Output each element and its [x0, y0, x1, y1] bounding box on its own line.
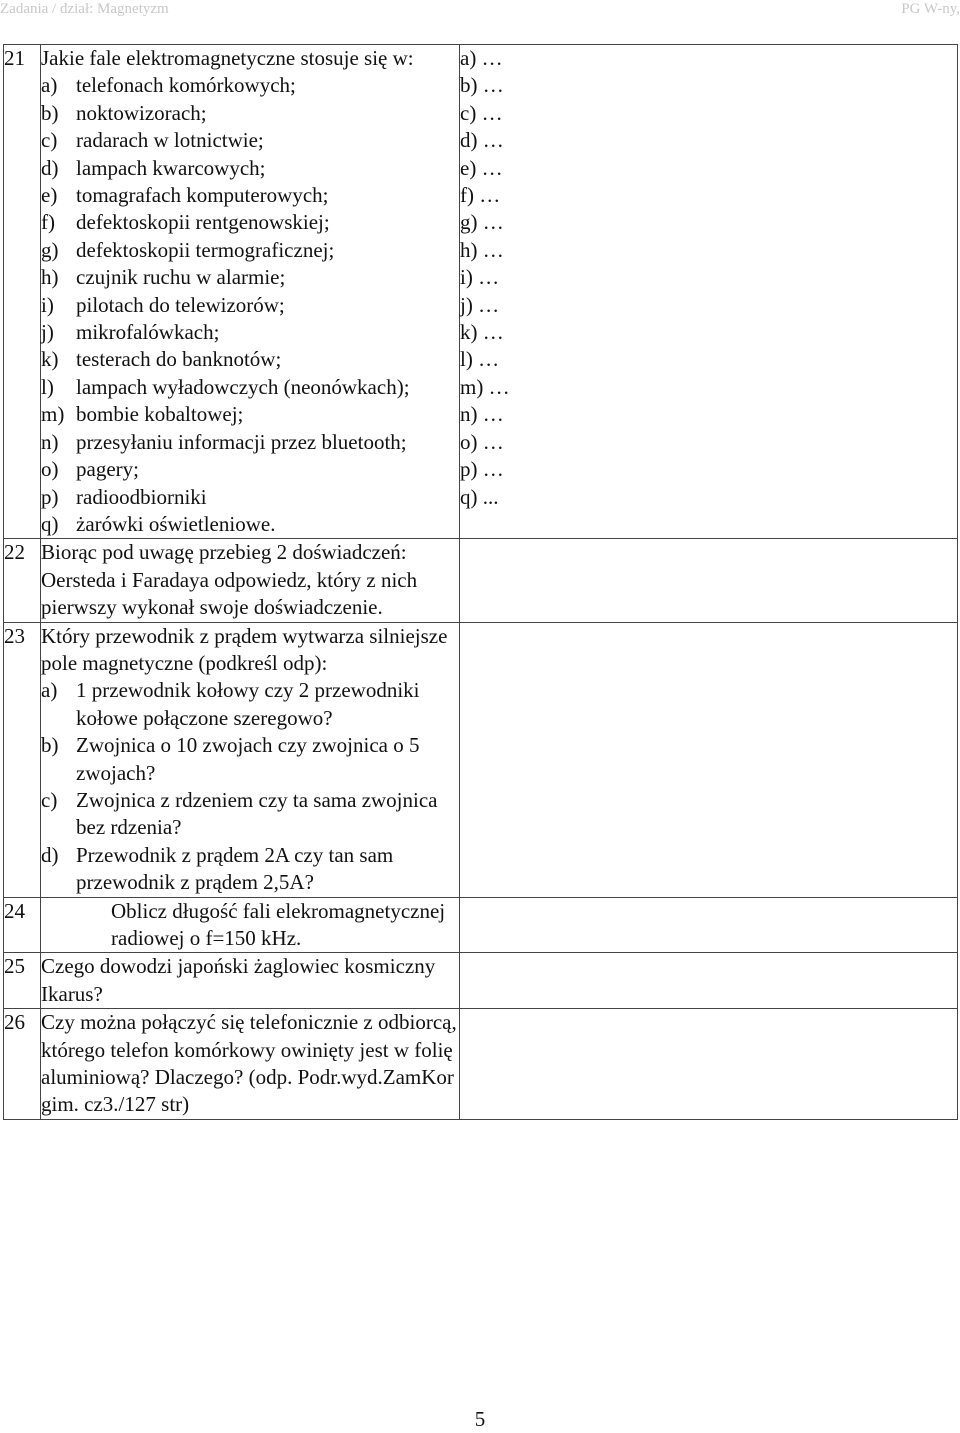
page-number: 5	[474, 1407, 486, 1431]
questions-table	[3, 44, 958, 1120]
answer-blank: i) …	[460, 265, 500, 290]
answer-blank: f) …	[460, 183, 501, 208]
option-item	[41, 292, 459, 319]
option-text: testerach do banknotów;	[76, 347, 282, 372]
option-text: radioodbiorniki	[76, 484, 207, 509]
question-number: 22	[4, 539, 41, 622]
question-text: Jakie fale elektromagnetyczne stosuje się w:	[41, 46, 414, 70]
option-text: Zwojnica o 10 zwojach czy zwojnica o 5 zwojach?	[76, 733, 420, 785]
question-row-23	[4, 622, 958, 897]
option-item	[41, 182, 459, 209]
answer-cell	[460, 45, 958, 539]
option-item	[41, 732, 459, 787]
header-left: Zadania / dział: Magnetyzm	[0, 1, 169, 17]
question-text-cell	[41, 45, 460, 539]
option-item	[41, 237, 459, 264]
option-item	[41, 401, 459, 428]
question-number: 26	[4, 1009, 41, 1120]
option-text: radarach w lotnictwie;	[76, 128, 264, 153]
option-item	[41, 456, 459, 483]
option-text: 1 przewodnik kołowy czy 2 przewodniki kołowe połączone szeregowo?	[76, 678, 420, 730]
option-text: defektoskopii termograficznej;	[76, 237, 335, 262]
option-label: c)	[41, 128, 58, 153]
header-right: PG W-ny,	[901, 1, 960, 17]
question-number: 25	[4, 953, 41, 1009]
answer-cell	[460, 1009, 958, 1120]
option-text: pagery;	[76, 457, 139, 482]
answer-blank: m) …	[460, 374, 510, 399]
answer-blank: p) …	[460, 457, 504, 482]
option-item	[41, 155, 459, 182]
option-text: przesyłaniu informacji przez bluetooth;	[76, 429, 407, 454]
option-label: k)	[41, 347, 59, 372]
question-number: 23	[4, 622, 41, 897]
option-text: bombie kobaltowej;	[76, 402, 244, 427]
option-text: czujnik ruchu w alarmie;	[76, 265, 286, 290]
answer-blank: j) …	[460, 292, 500, 317]
question-number: 24	[4, 897, 41, 953]
option-label: b)	[41, 733, 59, 758]
option-text: mikrofalówkach;	[76, 320, 220, 345]
option-label: q)	[41, 511, 59, 536]
question-row-25	[4, 953, 958, 1009]
option-item	[41, 127, 459, 154]
option-label: j)	[41, 320, 54, 345]
answer-blank: a) …	[460, 46, 503, 70]
question-text-cell	[41, 622, 460, 897]
option-label: h)	[41, 265, 59, 290]
question-text: Biorąc pod uwagę przebieg 2 doświadczeń: Oersteda i Faradaya odpowiedz, który z nich pierwszy wykonał swoje doświadczenie.	[41, 539, 460, 622]
option-list	[41, 677, 459, 896]
option-item	[41, 100, 459, 127]
option-list	[41, 72, 459, 538]
answer-cell	[460, 622, 958, 897]
question-text: Który przewodnik z prądem wytwarza silniejsze pole magnetyczne (podkreśl odp):	[41, 623, 448, 675]
option-text: lampach wyładowczych (neonówkach);	[76, 374, 410, 399]
option-label: p)	[41, 484, 59, 509]
option-text: Przewodnik z prądem 2A czy tan sam przewodnik z prądem 2,5A?	[76, 842, 394, 895]
answer-cell	[460, 953, 958, 1009]
answer-blank: b) …	[460, 73, 504, 98]
option-text: żarówki oświetleniowe.	[76, 511, 276, 536]
answer-blank: l) …	[460, 347, 500, 372]
option-label: d)	[41, 155, 59, 180]
option-item	[41, 842, 459, 897]
question-row-21	[4, 45, 958, 539]
option-label: e)	[41, 183, 58, 208]
answer-blank: e) …	[460, 155, 503, 180]
option-text: tomagrafach komputerowych;	[76, 183, 329, 208]
option-item	[41, 511, 459, 538]
option-label: c)	[41, 787, 58, 812]
question-text: Oblicz długość fali elekromagnetycznej radiowej o f=150 kHz.	[111, 898, 446, 950]
option-label: f)	[41, 210, 55, 235]
option-text: defektoskopii rentgenowskiej;	[76, 210, 330, 235]
option-text: noktowizorach;	[76, 100, 207, 125]
answer-blank: d) …	[460, 128, 504, 153]
option-item	[41, 319, 459, 346]
option-item	[41, 264, 459, 291]
option-item	[41, 374, 459, 401]
option-text: pilotach do telewizorów;	[76, 292, 285, 317]
option-label: m)	[41, 402, 65, 427]
question-text: Czego dowodzi japoński żaglowiec kosmiczny Ikarus?	[41, 953, 460, 1009]
question-row-22	[4, 539, 958, 622]
option-item	[41, 209, 459, 236]
option-item	[41, 787, 459, 842]
option-label: o)	[41, 457, 59, 482]
option-item	[41, 72, 459, 99]
option-item	[41, 484, 459, 511]
option-text: lampach kwarcowych;	[76, 155, 266, 180]
option-label: d)	[41, 842, 59, 867]
answer-blank: g) …	[460, 210, 504, 235]
option-item	[41, 677, 459, 732]
option-label: i)	[41, 292, 54, 317]
answer-cell	[460, 897, 958, 953]
option-item	[41, 346, 459, 373]
option-item	[41, 429, 459, 456]
answer-blank: o) …	[460, 429, 504, 454]
option-label: b)	[41, 100, 59, 125]
option-text: Zwojnica z rdzeniem czy ta sama zwojnica bez rdzenia?	[76, 787, 438, 840]
answer-cell	[460, 539, 958, 622]
question-row-24	[4, 897, 958, 953]
answer-blank: c) …	[460, 100, 503, 125]
answer-blank: h) …	[460, 237, 504, 262]
question-number: 21	[4, 45, 41, 539]
option-label: l)	[41, 374, 54, 399]
question-row-26	[4, 1009, 958, 1120]
answer-blank: k) …	[460, 320, 504, 345]
option-label: n)	[41, 429, 59, 454]
question-text: Czy można połączyć się telefonicznie z odbiorcą, którego telefon komórkowy owinięty jest w folię aluminiową? Dlaczego? (odp. Podr.wyd.ZamKor gim. cz3./127 str)	[41, 1009, 460, 1120]
option-label: a)	[41, 73, 58, 98]
option-text: telefonach komórkowych;	[76, 73, 296, 98]
answer-blank: q) ...	[460, 484, 499, 509]
answer-blank: n) …	[460, 402, 504, 427]
answer-list	[460, 45, 957, 511]
question-text-cell	[41, 897, 460, 953]
option-label: g)	[41, 237, 59, 262]
option-label: a)	[41, 678, 58, 703]
